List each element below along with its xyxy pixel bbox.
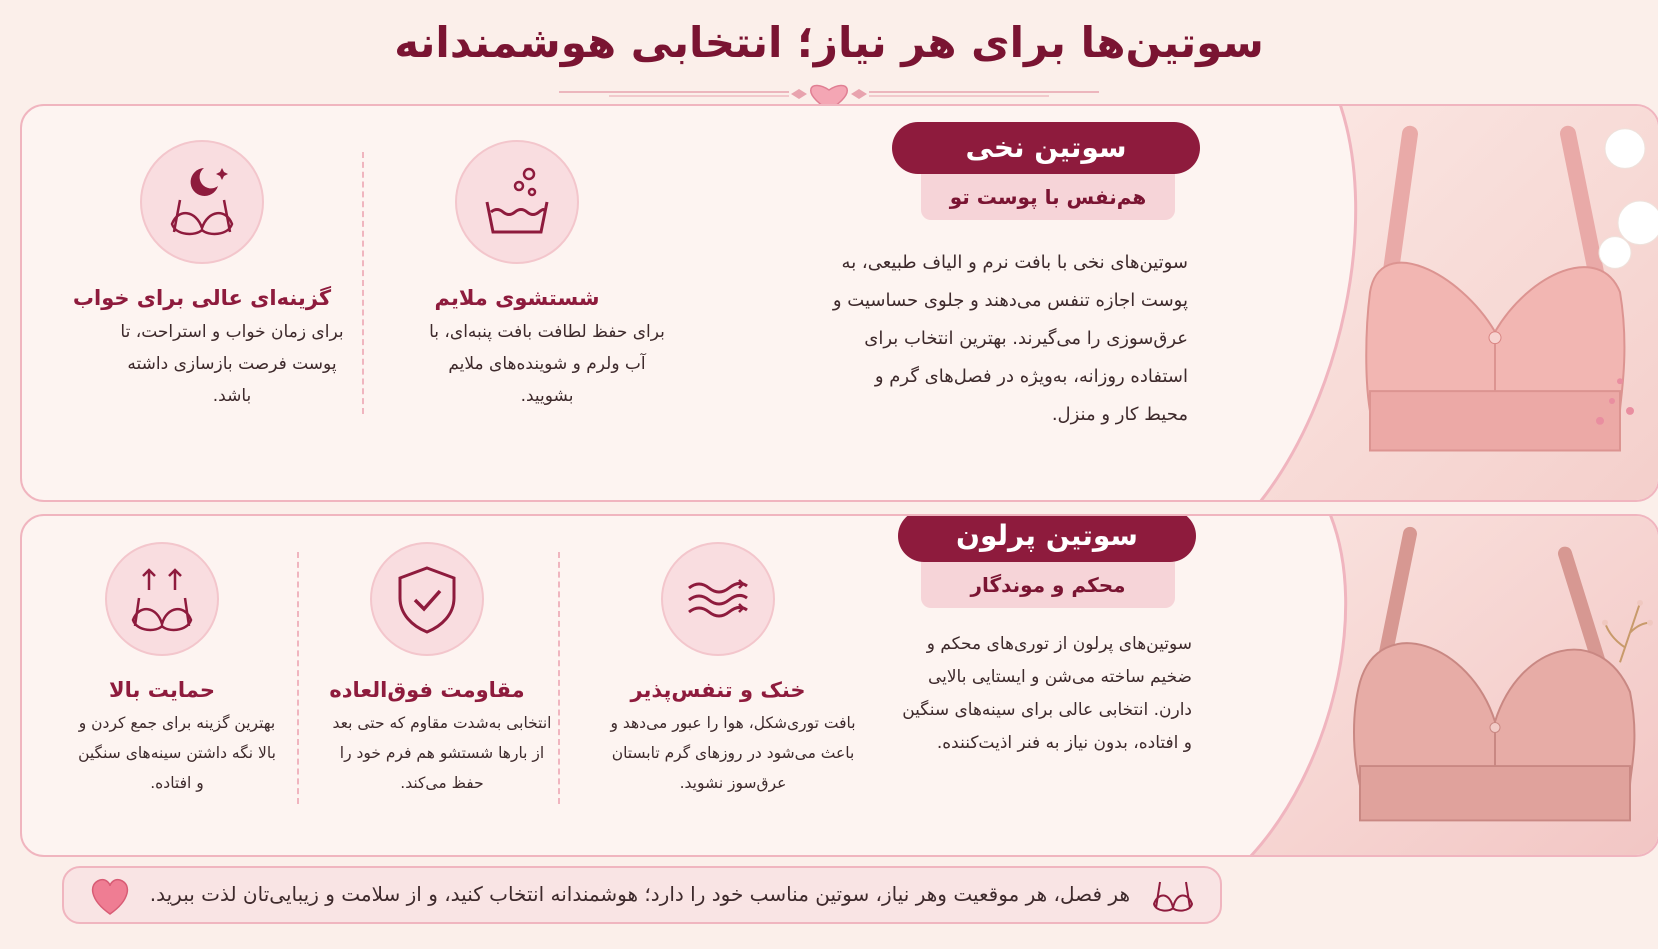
feature-text: بافت توری‌شکل، هوا را عبور می‌دهد و باعث می‌شود در روزهای گرم تابستان عرق‌سوز نشوید. [610,714,856,792]
heart-icon [88,876,132,920]
footer-banner [62,866,1222,924]
feature-title: خنک و تنفس‌پذیر [630,678,806,702]
divider [558,552,560,804]
section2-description: سوتین‌های پرلون از توری‌های محکم و ضخیم ساخته می‌شن و ایستایی بالایی دارن. انتخابی عالی برای سینه‌های سنگین و افتاده، بدون نیاز به فنر اذیت‌کننده. [902,634,1192,753]
moon-bra-icon [140,140,264,264]
divider [297,552,299,804]
section1-subtitle: هم‌نفس با پوست تو [921,174,1175,220]
feature-text: برای حفظ لطافت بافت پنبه‌ای، با آب ولرم و شوینده‌های ملایم بشویید. [429,322,665,406]
divider [362,152,364,414]
feature-breathable [578,542,858,798]
feature-gentle-wash [367,140,667,412]
wash-basin-icon [455,140,579,264]
cotton-bra-panel [20,104,1658,502]
feature-title: شستشوی ملایم [434,286,600,310]
section2-title: سوتین پرلون [898,514,1196,562]
airflow-icon [661,542,775,656]
feature-support [42,542,282,798]
feature-title: مقاومت فوق‌العاده [329,678,525,702]
feature-text: انتخابی به‌شدت مقاوم که حتی بعد از بارها شستشو هم فرم خود را حفظ می‌کند. [332,714,552,792]
section1-description: سوتین‌های نخی با بافت نرم و الیاف طبیعی، به پوست اجازه تنفس می‌دهند و جلوی حساسیت و عرق‌سوزی را می‌گیرند. بهترین انتخاب برای استفاده روزانه، به‌ویژه در فصل‌های گرم و محیط کار و منزل. [832,252,1188,425]
shield-check-icon [370,542,484,656]
section2-subtitle: محکم و موندگار [921,562,1175,608]
feature-text: بهترین گزینه برای جمع کردن و بالا نگه داشتن سینه‌های سنگین و افتاده. [78,714,276,792]
page-title: سوتین‌ها برای هر نیاز؛ انتخابی هوشمندانه [394,18,1264,67]
feature-sleep [52,140,352,412]
feature-title: حمایت بالا [109,678,215,702]
footer-text: هر فصل، هر موقعیت وهر نیاز، سوتین مناسب خود را دارد؛ هوشمندانه انتخاب کنید، و از سلامت و زیبایی‌تان لذت ببرید. [149,882,1130,906]
perlon-bra-panel [20,514,1658,857]
bra-outline-icon [1150,878,1196,918]
section1-title: سوتین نخی [892,122,1200,174]
feature-title: گزینه‌ای عالی برای خواب [72,286,332,310]
perlon-bra-photo [1220,514,1658,857]
feature-text: برای زمان خواب و استراحت، تا پوست فرصت بازسازی داشته باشد. [120,322,344,406]
feature-durability [302,542,552,798]
cotton-bra-photo [1220,104,1658,502]
bra-lift-icon [105,542,219,656]
